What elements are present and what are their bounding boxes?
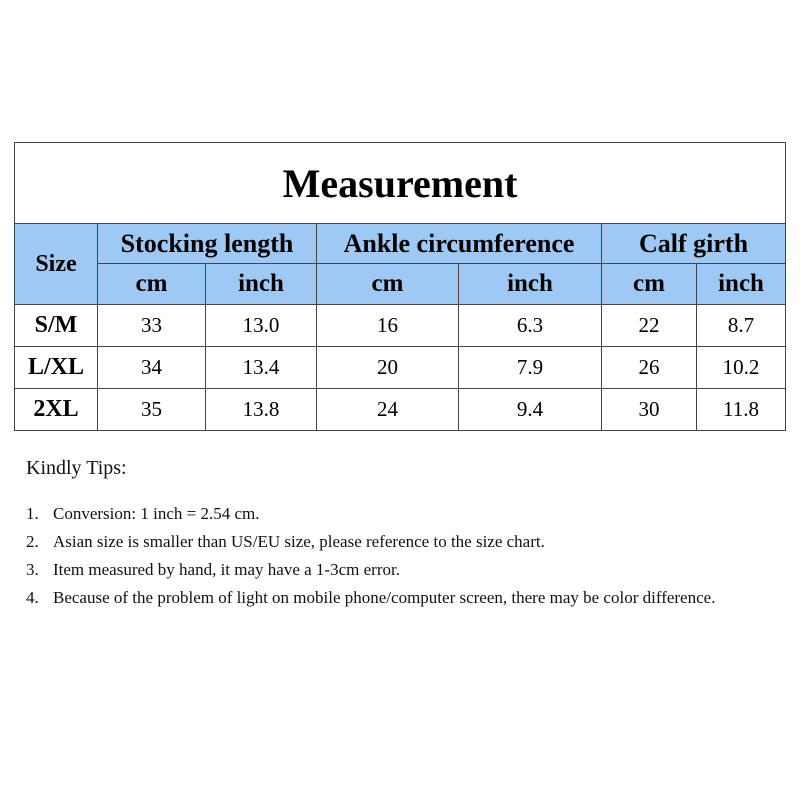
unit-header: cm xyxy=(602,264,697,305)
stocking-length-header: Stocking length xyxy=(98,224,317,264)
value-cell: 35 xyxy=(98,389,206,431)
value-cell: 22 xyxy=(602,305,697,347)
value-cell: 13.8 xyxy=(206,389,317,431)
value-cell: 30 xyxy=(602,389,697,431)
size-cell: L/XL xyxy=(15,347,98,389)
table-row xyxy=(15,347,786,389)
value-cell: 34 xyxy=(98,347,206,389)
value-cell: 8.7 xyxy=(697,305,786,347)
unit-header: inch xyxy=(459,264,602,305)
unit-header: cm xyxy=(317,264,459,305)
list-item xyxy=(26,556,766,584)
size-chart-table xyxy=(14,142,786,431)
kindly-tips xyxy=(26,457,766,612)
value-cell: 9.4 xyxy=(459,389,602,431)
value-cell: 16 xyxy=(317,305,459,347)
tips-title: Kindly Tips: xyxy=(26,457,127,479)
value-cell: 13.0 xyxy=(206,305,317,347)
list-item xyxy=(26,584,766,612)
table-title: Measurement xyxy=(15,143,786,224)
tip-number: 1. xyxy=(26,504,39,523)
tip-number: 2. xyxy=(26,532,39,551)
table-row xyxy=(15,305,786,347)
ankle-circumference-header: Ankle circumference xyxy=(317,224,602,264)
tip-text: Because of the problem of light on mobile phone/computer screen, there may be color difference. xyxy=(53,588,716,607)
size-cell: 2XL xyxy=(15,389,98,431)
tips-list xyxy=(26,500,766,612)
tip-text: Asian size is smaller than US/EU size, please reference to the size chart. xyxy=(53,532,545,551)
value-cell: 20 xyxy=(317,347,459,389)
value-cell: 33 xyxy=(98,305,206,347)
value-cell: 6.3 xyxy=(459,305,602,347)
value-cell: 24 xyxy=(317,389,459,431)
value-cell: 13.4 xyxy=(206,347,317,389)
list-item xyxy=(26,528,766,556)
tip-number: 4. xyxy=(26,588,39,607)
tip-text: Item measured by hand, it may have a 1-3cm error. xyxy=(53,560,400,579)
value-cell: 10.2 xyxy=(697,347,786,389)
unit-header: inch xyxy=(206,264,317,305)
size-header: Size xyxy=(15,224,98,305)
value-cell: 11.8 xyxy=(697,389,786,431)
value-cell: 7.9 xyxy=(459,347,602,389)
list-item xyxy=(26,500,766,528)
table-row xyxy=(15,389,786,431)
size-cell: S/M xyxy=(15,305,98,347)
tip-number: 3. xyxy=(26,560,39,579)
calf-girth-header: Calf girth xyxy=(602,224,786,264)
unit-header: cm xyxy=(98,264,206,305)
tip-text: Conversion: 1 inch = 2.54 cm. xyxy=(53,504,260,523)
value-cell: 26 xyxy=(602,347,697,389)
unit-header: inch xyxy=(697,264,786,305)
